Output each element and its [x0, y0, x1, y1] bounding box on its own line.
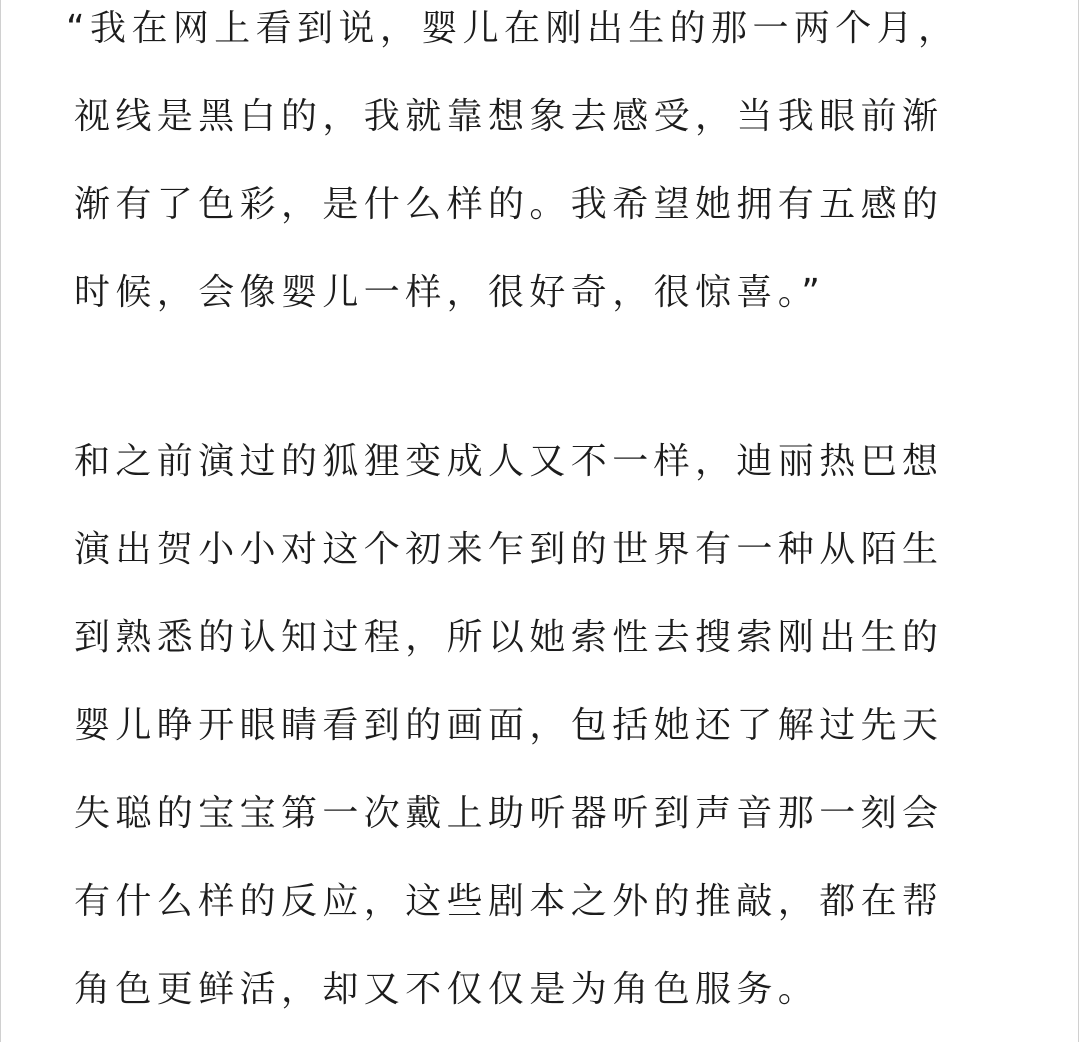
text-line: “我在网上看到说，婴儿在刚出生的那一两个月，	[66, 8, 960, 49]
paragraph-spacer	[74, 352, 1004, 433]
text-line: 渐有了色彩，是什么样的。我希望她拥有五感的	[74, 184, 944, 225]
text-line: 视线是黑白的，我就靠想象去感受，当我眼前渐	[74, 96, 944, 137]
article-body	[66, 0, 1004, 1049]
text-line: 到熟悉的认知过程，所以她索性去搜索刚出生的	[74, 617, 944, 658]
text-line: 和之前演过的狐狸变成人又不一样，迪丽热巴想	[74, 441, 944, 482]
text-line: 失聪的宝宝第一次戴上助听器听到声音那一刻会	[74, 793, 944, 834]
left-border	[0, 0, 1, 1042]
text-line: 角色更鲜活，却又不仅仅是为角色服务。	[74, 969, 820, 1010]
text-line: 时候，会像婴儿一样，很好奇，很惊喜。”	[74, 272, 826, 313]
text-line: 有什么样的反应，这些剧本之外的推敲，都在帮	[74, 881, 944, 922]
text-line: 演出贺小小对这个初来乍到的世界有一种从陌生	[74, 529, 944, 570]
paragraph-body	[74, 433, 1004, 1049]
text-line: 婴儿睁开眼睛看到的画面，包括她还了解过先天	[74, 705, 944, 746]
paragraph-quote	[66, 0, 1004, 352]
